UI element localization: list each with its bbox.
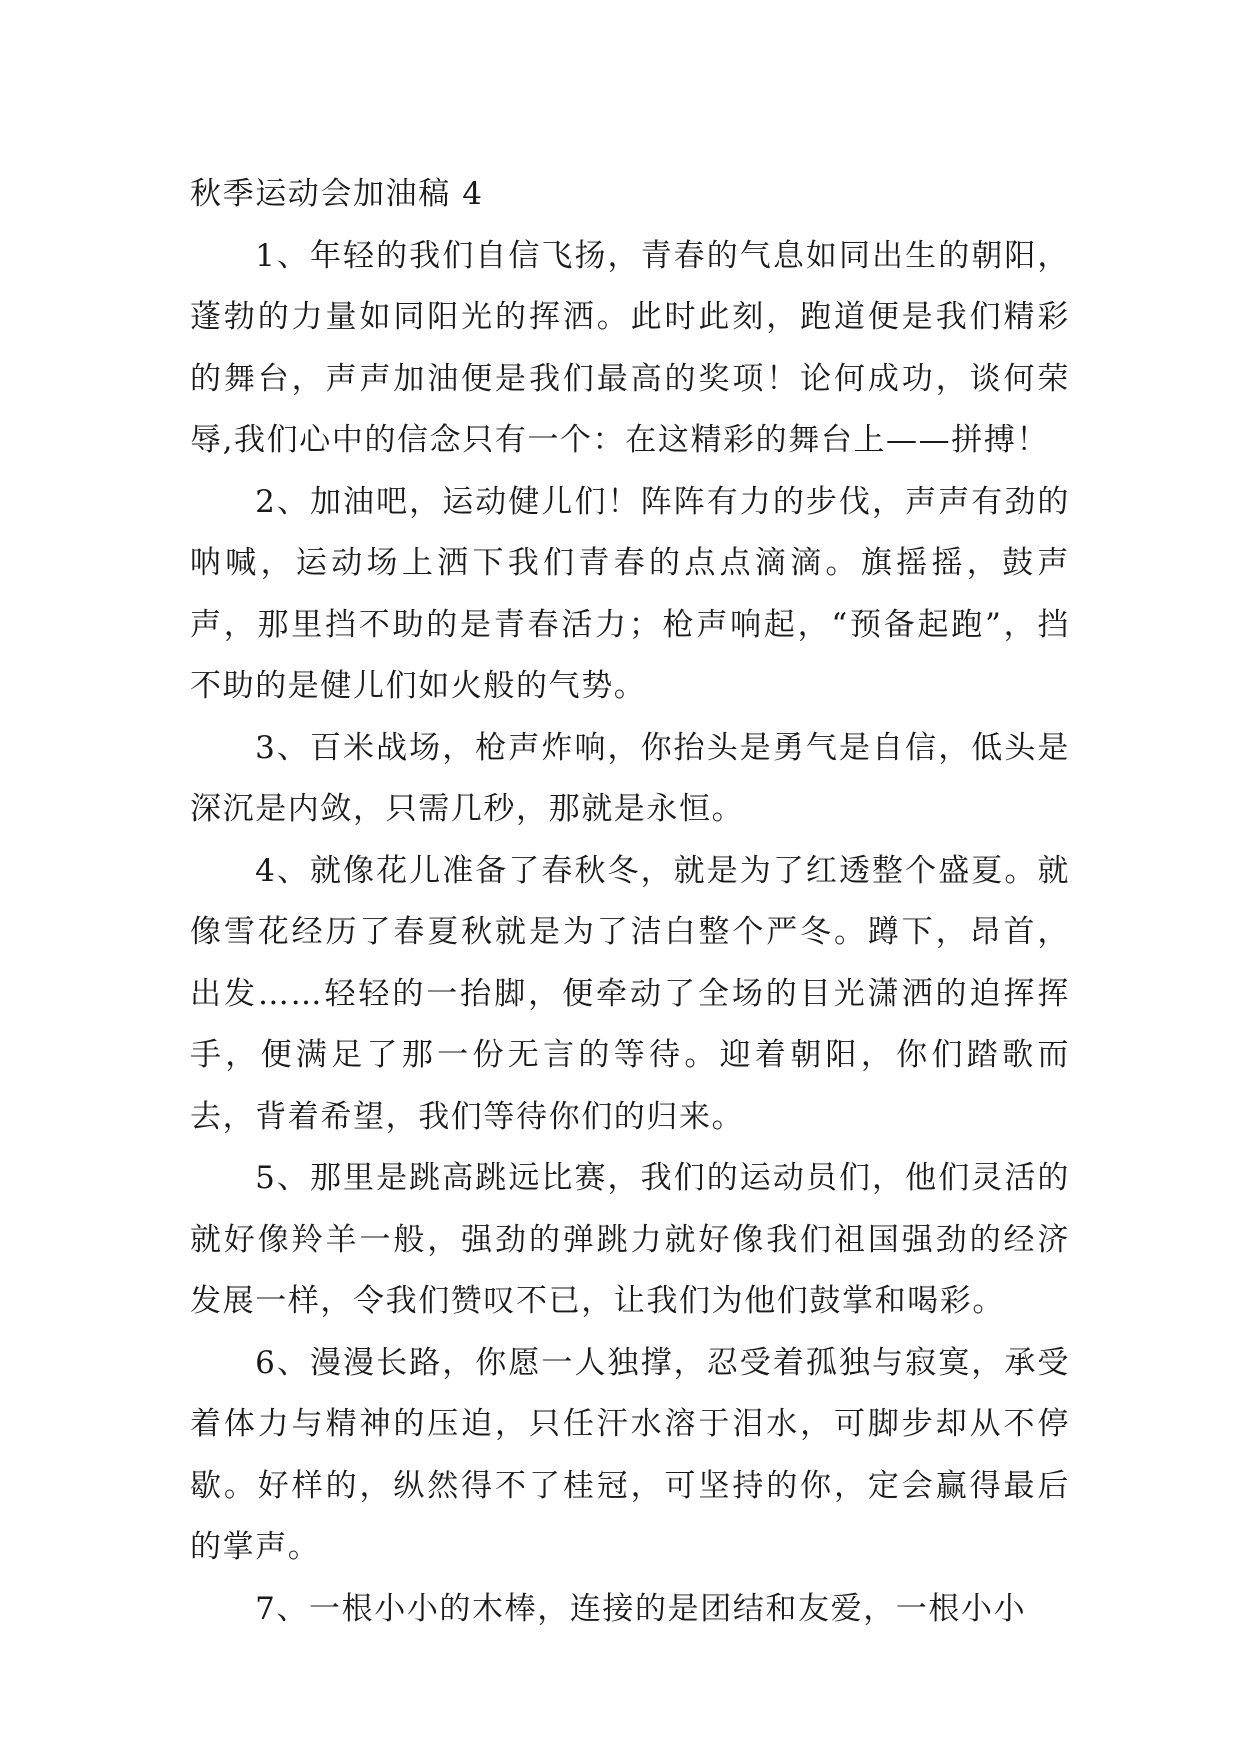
document-body: [190, 164, 1070, 1640]
paragraph-6: 6、漫漫长路，你愿一人独撑，忍受着孤独与寂寞，承受着体力与精神的压迫，只任汗水溶于泪水，可脚步却从不停歇。好样的，纵然得不了桂冠，可坚持的你，定会赢得最后的掌声。: [190, 1344, 1070, 1565]
document-title: 秋季运动会加油稿 4: [190, 176, 484, 212]
paragraph-4: 4、就像花儿准备了春秋冬，就是为了红透整个盛夏。就像雪花经历了春夏秋就是为了洁白整个严冬。蹲下，昂首，出发……轻轻的一抬脚，便牵动了全场的目光潇洒的迫挥挥手，便满足了那一份无言的等待。迎着朝阳，你们踏歌而去，背着希望，我们等待你们的归来。: [190, 852, 1070, 1135]
paragraph-1: 1、年轻的我们自信飞扬，青春的气息如同出生的朝阳，蓬勃的力量如同阳光的挥洒。此时此刻，跑道便是我们精彩的舞台，声声加油便是我们最高的奖项！论何成功，谈何荣辱,我们心中的信念只有一个：在这精彩的舞台上——拼搏！: [190, 237, 1070, 458]
paragraph-5: 5、那里是跳高跳远比赛，我们的运动员们，他们灵活的就好像羚羊一般，强劲的弹跳力就好像我们祖国强劲的经济发展一样，令我们赞叹不已，让我们为他们鼓掌和喝彩。: [190, 1160, 1070, 1319]
paragraph-7: 7、一根小小的木棒，连接的是团结和友爱，一根小小: [255, 1590, 1027, 1627]
paragraph-3: 3、百米战场，枪声炸响，你抬头是勇气是自信，低头是深沉是内敛，只需几秒，那就是永恒。: [190, 729, 1070, 827]
paragraph-2: 2、加油吧，运动健儿们！阵阵有力的步伐，声声有劲的呐喊，运动场上洒下我们青春的点点滴滴。旗摇摇，鼓声声，那里挡不助的是青春活力；枪声响起，“预备起跑”，挡不助的是健儿们如火般的气势。: [190, 483, 1070, 704]
